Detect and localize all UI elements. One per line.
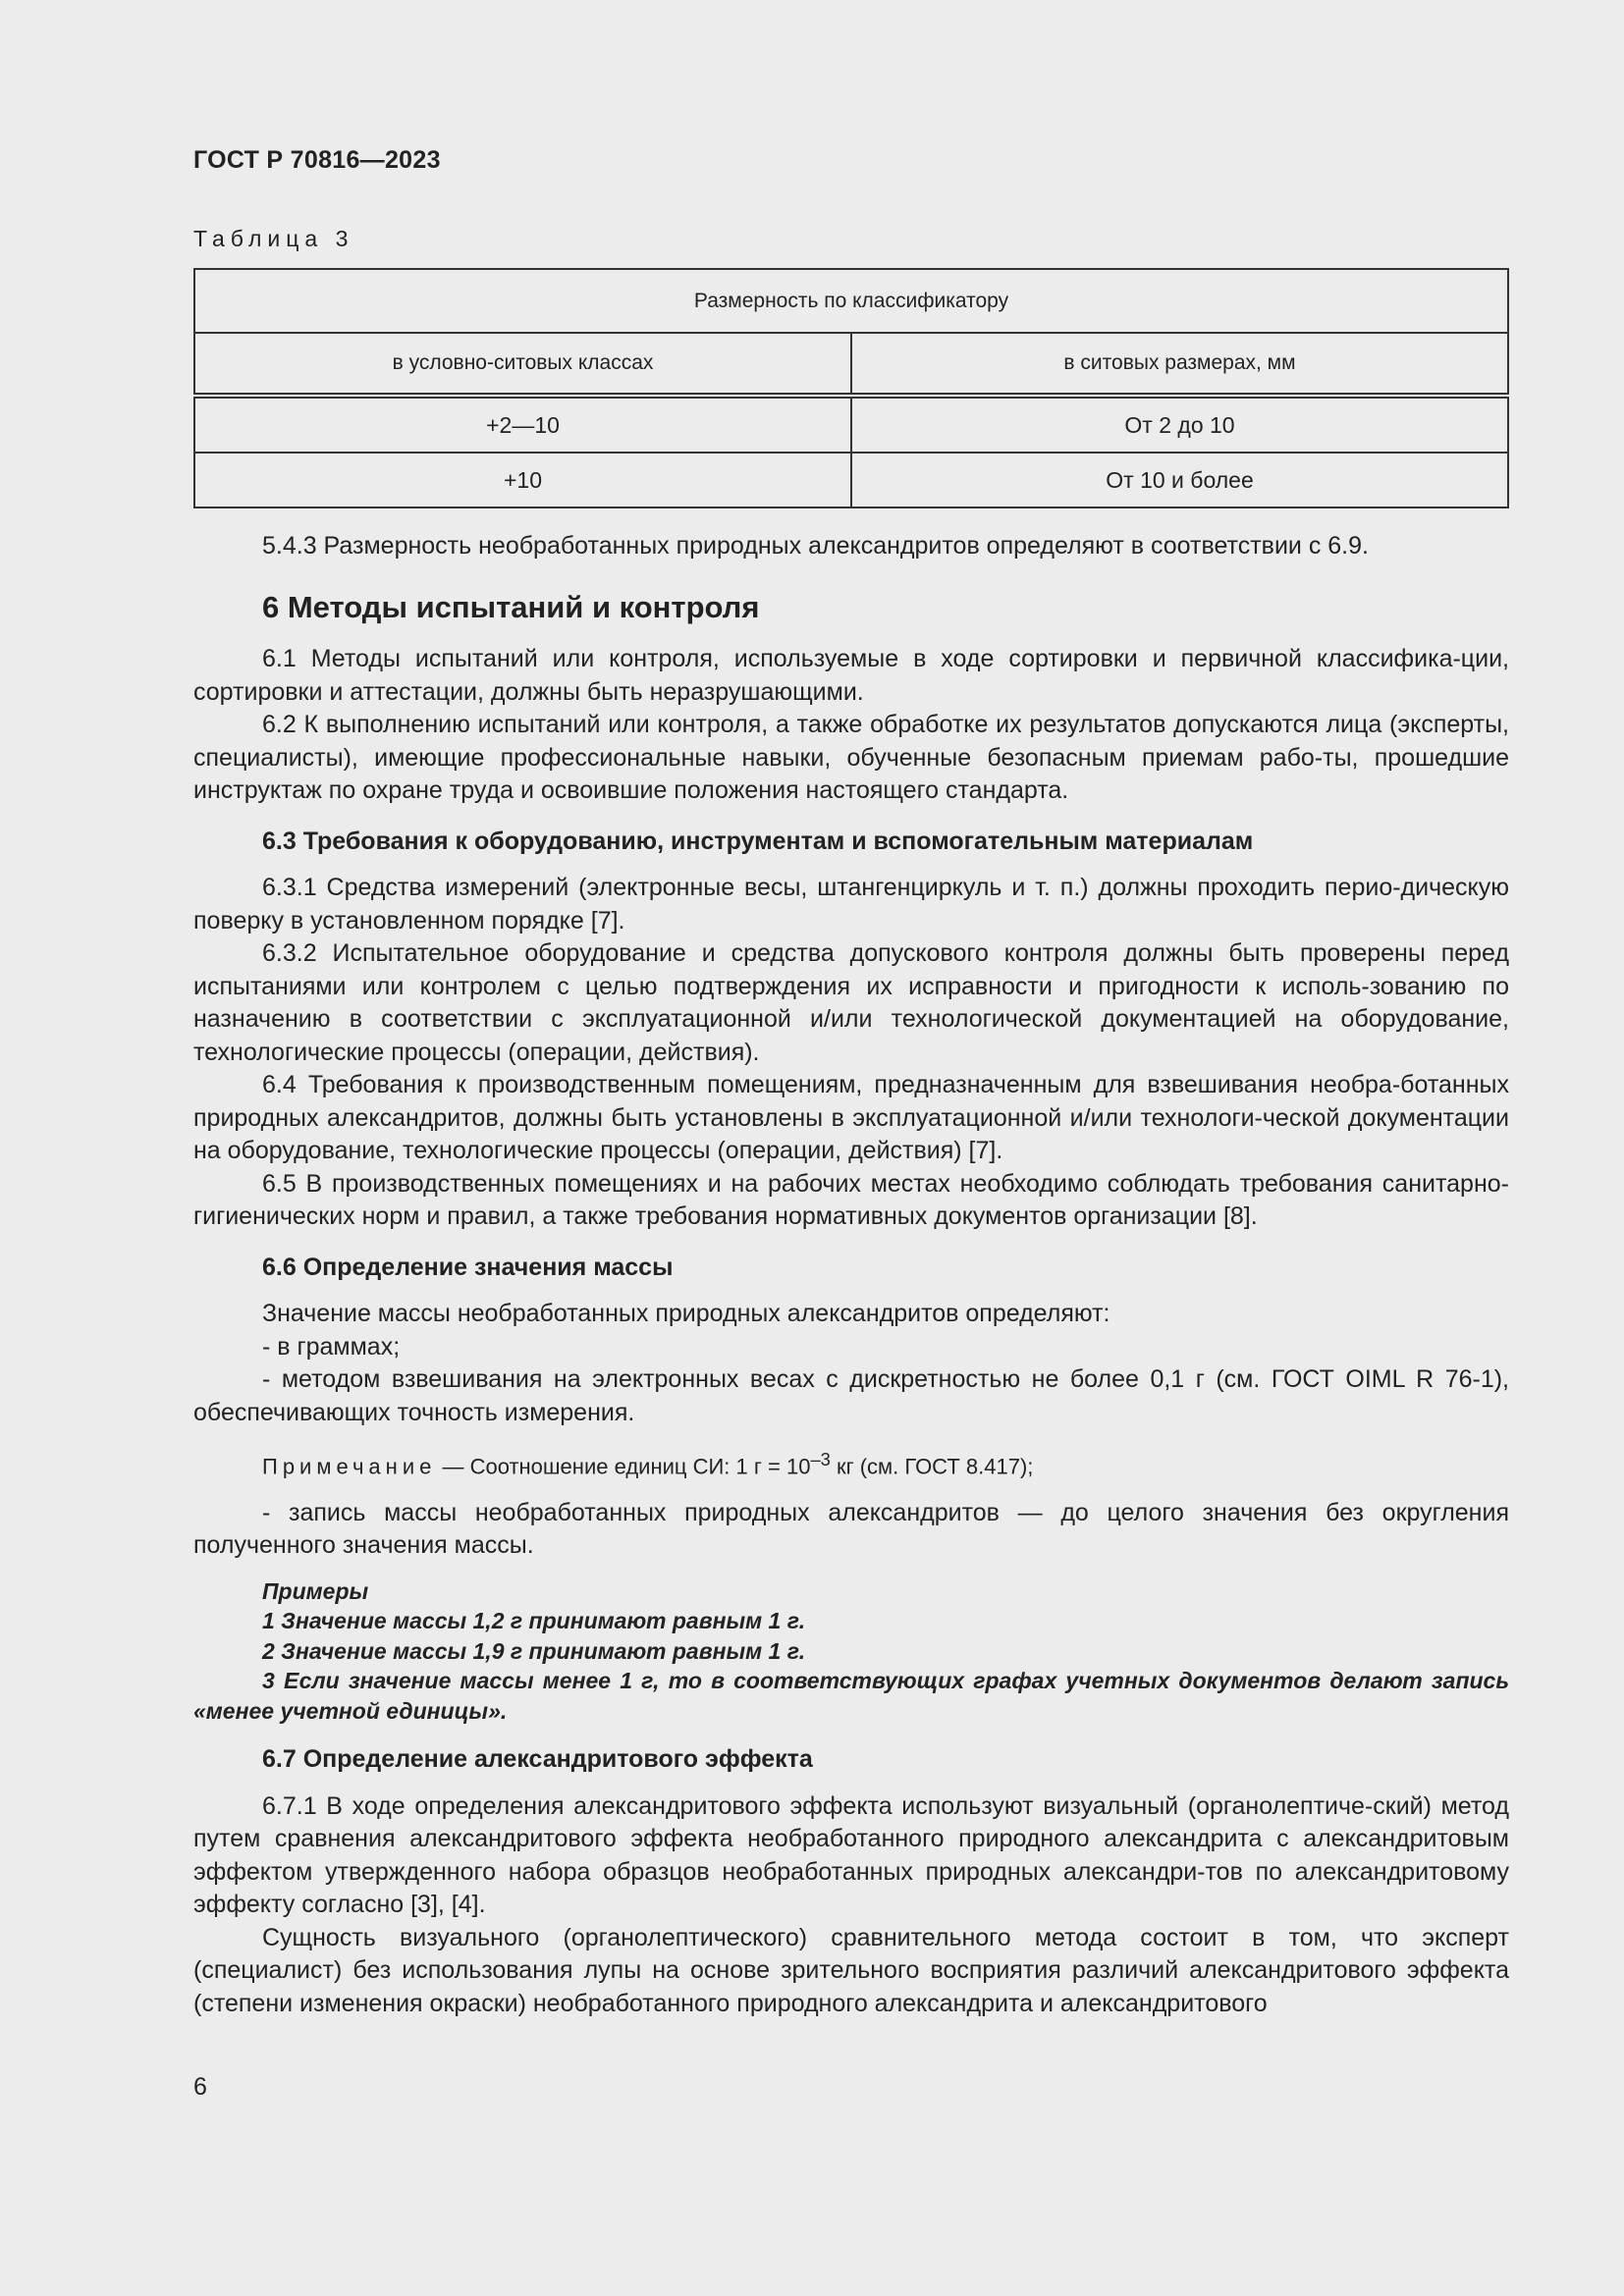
note-label: Примечание xyxy=(262,1454,437,1479)
list-item-grams: - в граммах; xyxy=(262,1332,401,1361)
example-2: 2 Значение массы 1,9 г принимают равным 1 г. xyxy=(262,1637,806,1664)
subsection-heading-6-7: 6.7 Определение александритового эффекта xyxy=(262,1745,813,1774)
table-caption: Таблица 3 xyxy=(193,226,354,251)
page-number: 6 xyxy=(193,2073,207,2101)
subsection-heading-6-3: 6.3 Требования к оборудованию, инструментам и вспомогательным материалам xyxy=(262,827,1254,855)
table-row xyxy=(194,453,1508,507)
table-column-header: в условно-ситовых классах xyxy=(194,333,851,396)
table-cell: От 2 до 10 xyxy=(851,396,1508,453)
size-table xyxy=(193,268,1509,508)
paragraph-6-4: 6.4 Требования к производственным помещениям, предназначенным для взвешивания необра-ботанных природных александритов, должны быть установлены в эксплуатационной и/или технологи-ческой документации на оборудование, технологические процессы (операции, действия) [7]. xyxy=(193,1071,1509,1164)
document-header: ГОСТ Р 70816—2023 xyxy=(193,146,441,174)
table-cell: +2—10 xyxy=(194,396,851,453)
paragraph-6-6-intro: Значение массы необработанных природных александритов определяют: xyxy=(262,1300,1110,1327)
note xyxy=(262,1443,1509,1483)
paragraph-6-5: 6.5 В производственных помещениях и на рабочих местах необходимо соблюдать требования санитарно-гигиенических норм и правил, а также требования нормативных документов организации [8]. xyxy=(193,1169,1509,1230)
note-exponent: –3 xyxy=(810,1449,831,1469)
subsection-heading-6-6: 6.6 Определение значения массы xyxy=(262,1253,674,1281)
section-heading-6: 6 Методы испытаний и контроля xyxy=(262,589,760,624)
note-text: — Соотношение единиц СИ: 1 г = 10 xyxy=(436,1454,811,1479)
paragraph-6-1: 6.1 Методы испытаний или контроля, используемые в ходе сортировки и первичной классифика-ции, сортировки и аттестации, должны быть неразрушающими. xyxy=(193,645,1509,706)
example-3: 3 Если значение массы менее 1 г, то в соответствующих графах учетных документов делают запись «менее учетной единицы». xyxy=(193,1668,1509,1724)
examples-title: Примеры xyxy=(262,1577,369,1604)
example-1: 1 Значение массы 1,2 г принимают равным 1 г. xyxy=(262,1608,806,1634)
paragraph-6-7-1: 6.7.1 В ходе определения александритового эффекта используют визуальный (органолептиче-ский) метод путем сравнения александритового эффекта необработанного природного александрита с александритовым эффектом утвержденного набора образцов необработанных природных александри-тов по александритовому эффекту согласно [3], [4]. xyxy=(193,1791,1509,1919)
paragraph-5-4-3: 5.4.3 Размерность необработанных природных александритов определяют в соответствии с 6.9. xyxy=(262,532,1369,560)
paragraph-6-2: 6.2 К выполнению испытаний или контроля, а также обработке их результатов допускаются лица (эксперты, специалисты), имеющие профессиональные навыки, обученные безопасным приемам рабо-ты, прошедшие инструктаж по охране труда и освоившие положения настоящего стандарта. xyxy=(193,711,1509,804)
body-text xyxy=(193,530,1509,2020)
list-item-record: - запись массы необработанных природных александритов — до целого значения без округления полученного значения массы. xyxy=(193,1498,1509,1560)
paragraph-6-3-2: 6.3.2 Испытательное оборудование и средства допускового контроля должны быть проверены перед испытаниями или контролем с целью подтверждения их исправности и пригодности к исполь-зованию по назначению в соответствии с эксплуатационной и/или технологической документацией на оборудование, технологические процессы (операции, действия). xyxy=(193,939,1509,1066)
table-column-header: в ситовых размерах, мм xyxy=(851,333,1508,396)
note-text-end: кг (см. ГОСТ 8.417); xyxy=(830,1454,1034,1479)
table-cell: От 10 и более xyxy=(851,453,1508,507)
paragraph-6-7-essence: Сущность визуального (органолептического) сравнительного метода состоит в том, что эксперт (специалист) без использования лупы на основе зрительного восприятия различий александритового эффекта (степени изменения окраски) необработанного природного александрита и александритового xyxy=(193,1923,1509,2017)
table-cell: +10 xyxy=(194,453,851,507)
paragraph-6-3-1: 6.3.1 Средства измерений (электронные весы, штангенциркуль и т. п.) должны проходить перио-дическую поверку в установленном порядке [7]. xyxy=(193,874,1509,934)
table-row xyxy=(194,396,1508,453)
table-top-header: Размерность по классификатору xyxy=(194,269,1508,333)
list-item-weighing: - методом взвешивания на электронных весах с дискретностью не более 0,1 г (см. ГОСТ OIML R 76-1), обеспечивающих точность измерения. xyxy=(193,1365,1509,1426)
